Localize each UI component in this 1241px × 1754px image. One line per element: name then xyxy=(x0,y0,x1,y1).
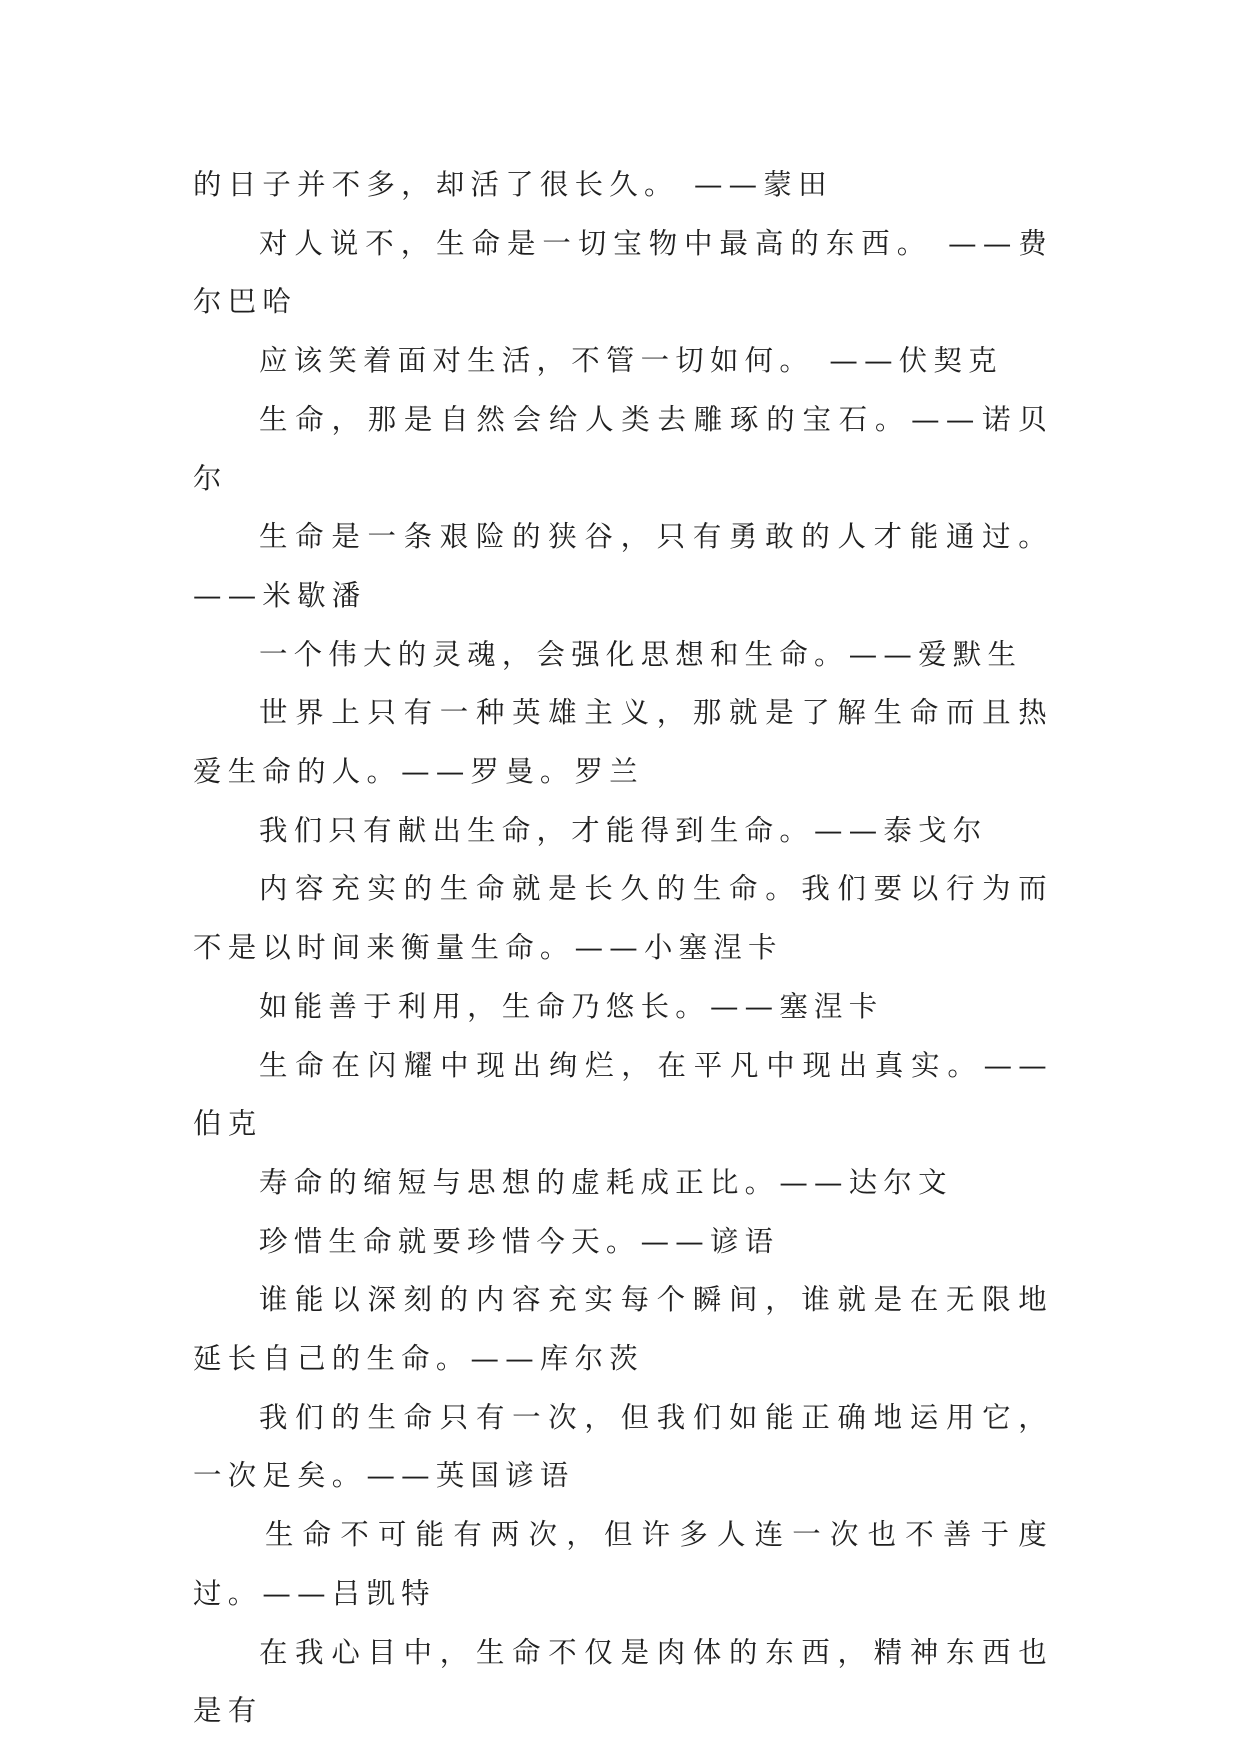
quote-paragraph: 世界上只有一种英雄主义，那就是了解生命而且热爱生命的人。——罗曼。罗兰 xyxy=(193,696,1053,789)
quote-paragraph: 寿命的缩短与思想的虚耗成正比。——达尔文 xyxy=(259,1165,953,1199)
quote-paragraph: 的日子并不多，却活了很长久。 ——蒙田 xyxy=(193,168,833,201)
quote-paragraph: 一个伟大的灵魂，会强化思想和生命。——爱默生 xyxy=(259,637,1023,671)
quote-paragraph: 内容充实的生命就是长久的生命。我们要以行为而不是以时间来衡量生命。——小塞涅卡 xyxy=(193,872,1053,965)
quote-paragraph: 我们的生命只有一次，但我们如能正确地运用它，一次足矣。——英国谚语 xyxy=(193,1400,1053,1493)
quote-paragraph: 我们只有献出生命，才能得到生命。——泰戈尔 xyxy=(259,813,988,847)
quote-paragraph: 在我心目中，生命不仅是肉体的东西，精神东西也是有 xyxy=(193,1635,1053,1728)
document-body xyxy=(193,156,1053,1741)
quote-paragraph: 生命是一条艰险的狭谷，只有勇敢的人才能通过。——米歇潘 xyxy=(193,520,1053,612)
quote-paragraph: 生命，那是自然会给人类去雕琢的宝石。——诺贝尔 xyxy=(193,402,1053,495)
quote-paragraph: 生命在闪耀中现出绚烂，在平凡中现出真实。——伯克 xyxy=(193,1048,1053,1141)
quote-paragraph: 谁能以深刻的内容充实每个瞬间，谁就是在无限地延长自己的生命。——库尔茨 xyxy=(193,1283,1053,1376)
quote-paragraph: 对人说不，生命是一切宝物中最高的东西。 ——费尔巴哈 xyxy=(193,226,1053,319)
quote-paragraph: 应该笑着面对生活，不管一切如何。 ——伏契克 xyxy=(259,344,1003,378)
quote-paragraph: 如能善于利用，生命乃悠长。——塞涅卡 xyxy=(259,989,884,1023)
quote-paragraph: 珍惜生命就要珍惜今天。——谚语 xyxy=(259,1224,780,1258)
quote-paragraph: 生命不可能有两次，但许多人连一次也不善于度过。——吕凯特 xyxy=(193,1518,1053,1610)
